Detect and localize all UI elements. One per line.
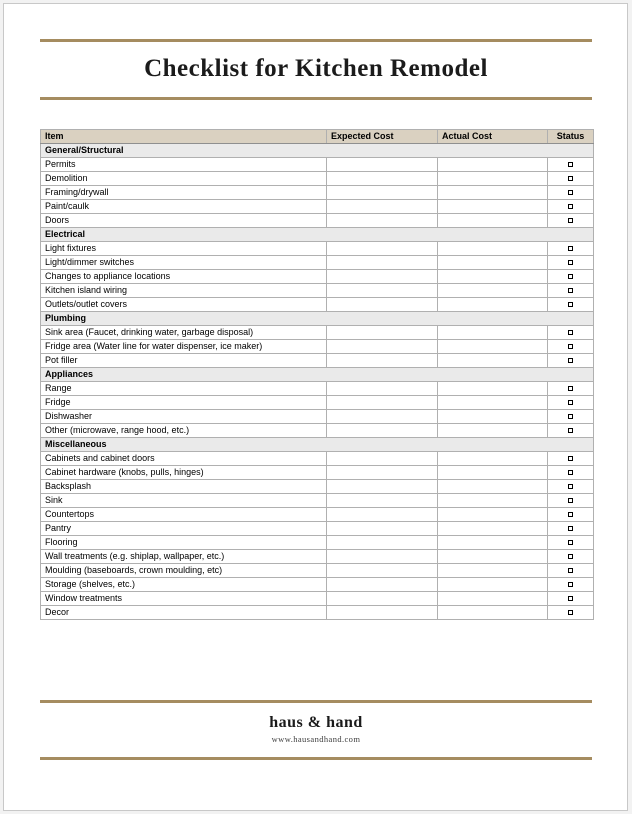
actual-cost-cell[interactable] bbox=[438, 480, 548, 494]
item-label-cell: Light fixtures bbox=[41, 242, 327, 256]
empty-checkbox-icon[interactable] bbox=[568, 260, 573, 265]
expected-cost-cell[interactable] bbox=[327, 326, 438, 340]
status-cell bbox=[548, 606, 594, 620]
item-label-cell: Sink bbox=[41, 494, 327, 508]
brand-website: www.hausandhand.com bbox=[271, 734, 361, 744]
empty-checkbox-icon[interactable] bbox=[568, 456, 573, 461]
section-label: Appliances bbox=[41, 368, 594, 382]
status-cell bbox=[548, 480, 594, 494]
item-row bbox=[41, 284, 594, 298]
section-label: Electrical bbox=[41, 228, 594, 242]
expected-cost-cell[interactable] bbox=[327, 200, 438, 214]
status-cell bbox=[548, 466, 594, 480]
status-cell bbox=[548, 270, 594, 284]
expected-cost-cell[interactable] bbox=[327, 452, 438, 466]
actual-cost-cell[interactable] bbox=[438, 592, 548, 606]
actual-cost-cell[interactable] bbox=[438, 270, 548, 284]
expected-cost-cell[interactable] bbox=[327, 578, 438, 592]
status-cell bbox=[548, 326, 594, 340]
item-label-cell: Doors bbox=[41, 214, 327, 228]
status-cell bbox=[548, 522, 594, 536]
item-label-cell: Sink area (Faucet, drinking water, garbage disposal) bbox=[41, 326, 327, 340]
table-header-row bbox=[41, 130, 594, 144]
item-row bbox=[41, 564, 594, 578]
item-row bbox=[41, 606, 594, 620]
status-cell bbox=[548, 410, 594, 424]
expected-cost-cell[interactable] bbox=[327, 522, 438, 536]
item-label-cell: Cabinets and cabinet doors bbox=[41, 452, 327, 466]
item-label-cell: Cabinet hardware (knobs, pulls, hinges) bbox=[41, 466, 327, 480]
empty-checkbox-icon[interactable] bbox=[568, 596, 573, 601]
item-label-cell: Dishwasher bbox=[41, 410, 327, 424]
item-label-cell: Framing/drywall bbox=[41, 186, 327, 200]
item-label-cell: Moulding (baseboards, crown moulding, etc) bbox=[41, 564, 327, 578]
item-row bbox=[41, 424, 594, 438]
actual-cost-cell[interactable] bbox=[438, 326, 548, 340]
empty-checkbox-icon[interactable] bbox=[568, 204, 573, 209]
status-cell bbox=[548, 354, 594, 368]
item-label-cell: Permits bbox=[41, 158, 327, 172]
section-row bbox=[41, 144, 594, 158]
expected-cost-cell[interactable] bbox=[327, 592, 438, 606]
empty-checkbox-icon[interactable] bbox=[568, 288, 573, 293]
status-cell bbox=[548, 564, 594, 578]
expected-cost-cell[interactable] bbox=[327, 214, 438, 228]
actual-cost-cell[interactable] bbox=[438, 466, 548, 480]
item-row bbox=[41, 578, 594, 592]
item-row bbox=[41, 214, 594, 228]
item-label-cell: Fridge area (Water line for water dispenser, ice maker) bbox=[41, 340, 327, 354]
expected-cost-cell[interactable] bbox=[327, 256, 438, 270]
section-label: General/Structural bbox=[41, 144, 594, 158]
expected-cost-cell[interactable] bbox=[327, 354, 438, 368]
expected-cost-cell[interactable] bbox=[327, 424, 438, 438]
column-header-status: Status bbox=[548, 130, 594, 144]
item-row bbox=[41, 340, 594, 354]
empty-checkbox-icon[interactable] bbox=[568, 400, 573, 405]
item-row bbox=[41, 256, 594, 270]
actual-cost-cell[interactable] bbox=[438, 494, 548, 508]
column-header-item: Item bbox=[41, 130, 327, 144]
status-cell bbox=[548, 424, 594, 438]
actual-cost-cell[interactable] bbox=[438, 186, 548, 200]
actual-cost-cell[interactable] bbox=[438, 410, 548, 424]
item-row bbox=[41, 186, 594, 200]
item-row bbox=[41, 326, 594, 340]
status-cell bbox=[548, 172, 594, 186]
item-row bbox=[41, 550, 594, 564]
item-label-cell: Decor bbox=[41, 606, 327, 620]
empty-checkbox-icon[interactable] bbox=[568, 302, 573, 307]
section-row bbox=[41, 368, 594, 382]
status-cell bbox=[548, 382, 594, 396]
actual-cost-cell[interactable] bbox=[438, 256, 548, 270]
expected-cost-cell[interactable] bbox=[327, 340, 438, 354]
status-cell bbox=[548, 186, 594, 200]
expected-cost-cell[interactable] bbox=[327, 564, 438, 578]
expected-cost-cell[interactable] bbox=[327, 536, 438, 550]
actual-cost-cell[interactable] bbox=[438, 284, 548, 298]
item-label-cell: Storage (shelves, etc.) bbox=[41, 578, 327, 592]
item-row bbox=[41, 242, 594, 256]
expected-cost-cell[interactable] bbox=[327, 284, 438, 298]
status-cell bbox=[548, 214, 594, 228]
item-row bbox=[41, 298, 594, 312]
status-cell bbox=[548, 578, 594, 592]
item-row bbox=[41, 396, 594, 410]
expected-cost-cell[interactable] bbox=[327, 298, 438, 312]
item-row bbox=[41, 382, 594, 396]
empty-checkbox-icon[interactable] bbox=[568, 414, 573, 419]
status-cell bbox=[548, 396, 594, 410]
item-label-cell: Kitchen island wiring bbox=[41, 284, 327, 298]
expected-cost-cell[interactable] bbox=[327, 172, 438, 186]
status-cell bbox=[548, 256, 594, 270]
column-header-actual-cost: Actual Cost bbox=[438, 130, 548, 144]
item-label-cell: Fridge bbox=[41, 396, 327, 410]
section-row bbox=[41, 438, 594, 452]
empty-checkbox-icon[interactable] bbox=[568, 470, 573, 475]
status-cell bbox=[548, 494, 594, 508]
actual-cost-cell[interactable] bbox=[438, 158, 548, 172]
empty-checkbox-icon[interactable] bbox=[568, 498, 573, 503]
actual-cost-cell[interactable] bbox=[438, 452, 548, 466]
expected-cost-cell[interactable] bbox=[327, 606, 438, 620]
actual-cost-cell[interactable] bbox=[438, 214, 548, 228]
actual-cost-cell[interactable] bbox=[438, 578, 548, 592]
actual-cost-cell[interactable] bbox=[438, 200, 548, 214]
actual-cost-cell[interactable] bbox=[438, 242, 548, 256]
item-label-cell: Range bbox=[41, 382, 327, 396]
actual-cost-cell[interactable] bbox=[438, 298, 548, 312]
item-label-cell: Demolition bbox=[41, 172, 327, 186]
actual-cost-cell[interactable] bbox=[438, 354, 548, 368]
empty-checkbox-icon[interactable] bbox=[568, 162, 573, 167]
actual-cost-cell[interactable] bbox=[438, 606, 548, 620]
expected-cost-cell[interactable] bbox=[327, 396, 438, 410]
checklist-table bbox=[40, 129, 594, 620]
empty-checkbox-icon[interactable] bbox=[568, 274, 573, 279]
item-label-cell: Countertops bbox=[41, 508, 327, 522]
item-row bbox=[41, 158, 594, 172]
actual-cost-cell[interactable] bbox=[438, 522, 548, 536]
status-cell bbox=[548, 536, 594, 550]
item-row bbox=[41, 522, 594, 536]
empty-checkbox-icon[interactable] bbox=[568, 246, 573, 251]
brand-name: haus & hand bbox=[269, 714, 363, 731]
section-row bbox=[41, 312, 594, 326]
empty-checkbox-icon[interactable] bbox=[568, 554, 573, 559]
actual-cost-cell[interactable] bbox=[438, 340, 548, 354]
item-row bbox=[41, 200, 594, 214]
expected-cost-cell[interactable] bbox=[327, 242, 438, 256]
expected-cost-cell[interactable] bbox=[327, 466, 438, 480]
actual-cost-cell[interactable] bbox=[438, 550, 548, 564]
empty-checkbox-icon[interactable] bbox=[568, 190, 573, 195]
status-cell bbox=[548, 508, 594, 522]
status-cell bbox=[548, 452, 594, 466]
item-row bbox=[41, 592, 594, 606]
item-label-cell: Window treatments bbox=[41, 592, 327, 606]
item-label-cell: Changes to appliance locations bbox=[41, 270, 327, 284]
item-row bbox=[41, 508, 594, 522]
item-label-cell: Outlets/outlet covers bbox=[41, 298, 327, 312]
status-cell bbox=[548, 242, 594, 256]
item-label-cell: Other (microwave, range hood, etc.) bbox=[41, 424, 327, 438]
item-row bbox=[41, 270, 594, 284]
item-row bbox=[41, 480, 594, 494]
empty-checkbox-icon[interactable] bbox=[568, 484, 573, 489]
item-row bbox=[41, 536, 594, 550]
header-bottom-rule bbox=[40, 97, 592, 100]
expected-cost-cell[interactable] bbox=[327, 158, 438, 172]
expected-cost-cell[interactable] bbox=[327, 480, 438, 494]
item-label-cell: Light/dimmer switches bbox=[41, 256, 327, 270]
item-row bbox=[41, 452, 594, 466]
actual-cost-cell[interactable] bbox=[438, 172, 548, 186]
actual-cost-cell[interactable] bbox=[438, 564, 548, 578]
empty-checkbox-icon[interactable] bbox=[568, 176, 573, 181]
item-label-cell: Wall treatments (e.g. shiplap, wallpaper, etc.) bbox=[41, 550, 327, 564]
item-row bbox=[41, 172, 594, 186]
status-cell bbox=[548, 592, 594, 606]
empty-checkbox-icon[interactable] bbox=[568, 344, 573, 349]
empty-checkbox-icon[interactable] bbox=[568, 568, 573, 573]
expected-cost-cell[interactable] bbox=[327, 508, 438, 522]
empty-checkbox-icon[interactable] bbox=[568, 512, 573, 517]
item-label-cell: Pantry bbox=[41, 522, 327, 536]
section-label: Miscellaneous bbox=[41, 438, 594, 452]
actual-cost-cell[interactable] bbox=[438, 382, 548, 396]
expected-cost-cell[interactable] bbox=[327, 550, 438, 564]
empty-checkbox-icon[interactable] bbox=[568, 526, 573, 531]
expected-cost-cell[interactable] bbox=[327, 270, 438, 284]
empty-checkbox-icon[interactable] bbox=[568, 428, 573, 433]
item-row bbox=[41, 410, 594, 424]
empty-checkbox-icon[interactable] bbox=[568, 218, 573, 223]
status-cell bbox=[548, 298, 594, 312]
expected-cost-cell[interactable] bbox=[327, 410, 438, 424]
actual-cost-cell[interactable] bbox=[438, 424, 548, 438]
empty-checkbox-icon[interactable] bbox=[568, 582, 573, 587]
item-row bbox=[41, 494, 594, 508]
column-header-expected-cost: Expected Cost bbox=[327, 130, 438, 144]
empty-checkbox-icon[interactable] bbox=[568, 358, 573, 363]
header-top-rule bbox=[40, 39, 592, 42]
item-label-cell: Flooring bbox=[41, 536, 327, 550]
empty-checkbox-icon[interactable] bbox=[568, 386, 573, 391]
status-cell bbox=[548, 550, 594, 564]
item-label-cell: Paint/caulk bbox=[41, 200, 327, 214]
footer-bottom-rule bbox=[40, 757, 592, 760]
status-cell bbox=[548, 340, 594, 354]
expected-cost-cell[interactable] bbox=[327, 382, 438, 396]
page-title: Checklist for Kitchen Remodel bbox=[144, 55, 488, 82]
status-cell bbox=[548, 200, 594, 214]
section-row bbox=[41, 228, 594, 242]
expected-cost-cell[interactable] bbox=[327, 186, 438, 200]
expected-cost-cell[interactable] bbox=[327, 494, 438, 508]
status-cell bbox=[548, 284, 594, 298]
section-label: Plumbing bbox=[41, 312, 594, 326]
empty-checkbox-icon[interactable] bbox=[568, 610, 573, 615]
empty-checkbox-icon[interactable] bbox=[568, 540, 573, 545]
actual-cost-cell[interactable] bbox=[438, 536, 548, 550]
footer-top-rule bbox=[40, 700, 592, 703]
actual-cost-cell[interactable] bbox=[438, 508, 548, 522]
empty-checkbox-icon[interactable] bbox=[568, 330, 573, 335]
item-row bbox=[41, 466, 594, 480]
actual-cost-cell[interactable] bbox=[438, 396, 548, 410]
item-label-cell: Backsplash bbox=[41, 480, 327, 494]
item-label-cell: Pot filler bbox=[41, 354, 327, 368]
status-cell bbox=[548, 158, 594, 172]
item-row bbox=[41, 354, 594, 368]
